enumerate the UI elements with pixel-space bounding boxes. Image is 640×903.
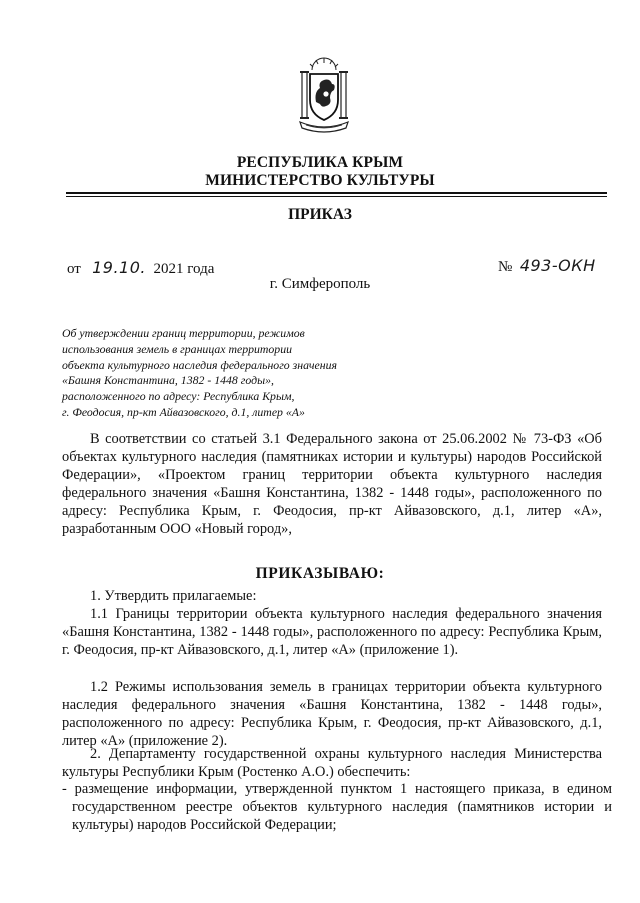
header-divider-thick: [66, 192, 607, 194]
header-divider-thin: [66, 196, 607, 197]
subject-line: расположенного по адресу: Республика Крым,: [62, 389, 295, 404]
crimea-coat-of-arms-icon: [296, 56, 352, 136]
org-ministry: МИНИСТЕРСТВО КУЛЬТУРЫ: [205, 172, 435, 189]
number-handwritten: 493-ОКН: [519, 256, 596, 275]
item-1-2: 1.2 Режимы использования земель в границах территории объекта культурного наследия федерального значения «Башня Константина, 1382 - 1448 годы», расположенного по адресу: Республика Крым, г. Феодосия, пр-кт Айвазовского, д.1, литер «А» (приложение 2).: [62, 679, 602, 749]
item-1: 1. Утвердить прилагаемые:: [90, 588, 257, 604]
org-region: РЕСПУБЛИКА КРЫМ: [236, 154, 404, 171]
date-prefix: от: [67, 261, 81, 277]
number-sign: №: [498, 259, 513, 275]
issue-city: г. Симферополь: [269, 276, 371, 292]
order-directive-heading: ПРИКАЗЫВАЮ:: [255, 565, 385, 582]
document-type: ПРИКАЗ: [288, 206, 352, 223]
subject-line: Об утверждении границ территории, режимов: [62, 326, 305, 340]
order-number: [498, 256, 596, 276]
subject-line: использования земель в границах территории: [62, 341, 293, 356]
subject-line: г. Феодосия, пр-кт Айвазовского, д.1, литер «А»: [62, 404, 305, 419]
subject-line: «Башня Константина, 1382 - 1448 годы»,: [62, 373, 274, 388]
subject-line: объекта культурного наследия федерального значения: [62, 357, 337, 372]
date-handwritten: 19.10.: [92, 258, 146, 277]
order-date: [67, 258, 214, 278]
item-2: 2. Департаменту государственной охраны культурного наследия Министерства культуры Республики Крым (Ростенко А.О.) обеспечить:: [62, 746, 602, 780]
preamble-paragraph: В соответствии со статьей 3.1 Федерального закона от 25.06.2002 № 73-ФЗ «Об объектах культурного наследия (памятниках истории и культуры) народов Российской Федерации», «Проектом границ территории объекта культурного наследия федерального значения «Башня Константина, 1382 - 1448 годы», расположенного по адресу: Республика Крым, г. Феодосия, пр-кт Айвазовского, д.1, литер «А», разработанным ООО «Новый город»,: [62, 431, 602, 537]
item-2-bullet: - размещение информации, утвержденной пунктом 1 настоящего приказа, в едином государственном реестре объектов культурного наследия (памятников истории и культуры) народов Российской Федерации;: [62, 781, 612, 833]
date-suffix: 2021 года: [153, 261, 215, 277]
order-subject: [62, 326, 362, 421]
item-1-1: 1.1 Границы территории объекта культурного наследия федерального значения «Башня Константина, 1382 - 1448 годы», расположенного по адресу: Республика Крым, г. Феодосия, пр-кт Айвазовского, д.1, литер «А» (приложение 1).: [62, 606, 602, 658]
